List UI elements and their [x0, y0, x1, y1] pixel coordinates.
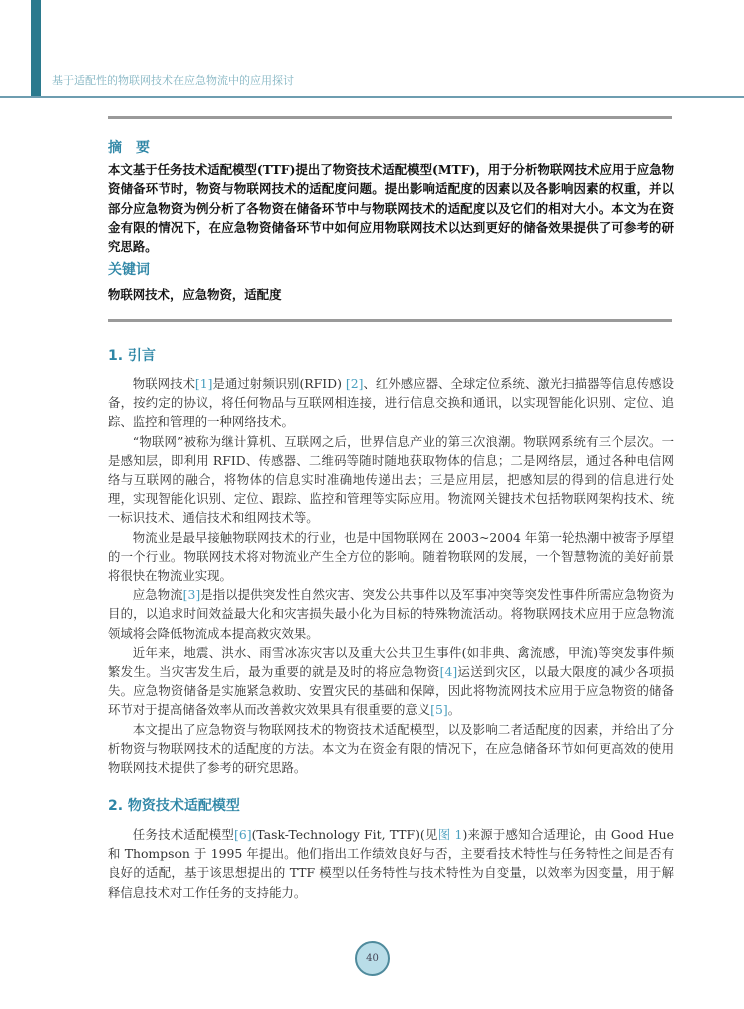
- citation-link[interactable]: [2]: [345, 376, 364, 391]
- paragraph-text: 任务技术适配模型: [132, 827, 235, 842]
- paragraph-text: (Task-Technology Fit, TTF)(见: [251, 827, 438, 842]
- header-accent-bar: [31, 0, 41, 96]
- paragraph-text: )来源于感知合适理论，由 Good Hue 和 Thompson 于 1995 年提出。他们指出工作绩效良好与否，主要看技术特性与任务特性之间是否有良好的适配，基于该思想提出的 TTF 模型以任务特性与技术特性为自变量，以效率为因变量，用于解释信息技术对工作任务的支持能力。: [108, 827, 674, 900]
- paragraph-text: 、红外感应器、全球定位系统、激光扫描器等信息传感设备，按约定的协议，将任何物品与互联网相连接，进行信息交换和通讯，以实现智能化识别、定位、追踪、监控和管理的一种网络技术。: [108, 376, 675, 430]
- paragraph: [108, 528, 674, 586]
- paragraph-text: 本文提出了应急物资与物联网技术的物资技术适配模型，以及影响二者适配度的因素，并给出了分析物资与物联网技术的适配度的方法。本文为在资金有限的情况下，在应急储备环节如何更高效的使用物联网技术提供了参考的研究思路。: [108, 721, 674, 776]
- citation-link[interactable]: 图 1: [437, 827, 463, 842]
- paragraph: [108, 432, 674, 528]
- paragraph-text: 物联网技术: [132, 376, 195, 391]
- paragraph-text: 近年来，地震、洪水、雨雪冰冻灾害以及重大公共卫生事件(如非典、禽流感，甲流)等突发事件频繁发生。当灾害发生后，最为重要的就是及时的将应急物资: [108, 644, 674, 680]
- paragraph-text: 是指以提供突发性自然灾害、突发公共事件以及军事冲突等突发性事件所需应急物资为目的，以追求时间效益最大化和灾害损失最小化为目标的特殊物流活动。将物联网技术应用于应急物流领域将会降低物流成本提高救灾效果。: [108, 587, 675, 641]
- keywords-text: 物联网技术，应急物资，适配度: [108, 287, 282, 302]
- keywords-heading: 关键词: [108, 262, 150, 278]
- section-2-body: [108, 825, 674, 902]
- section-1-body: [108, 374, 674, 777]
- abstract-text: 本文基于任务技术适配模型(TTF)提出了物资技术适配模型(MTF)，用于分析物联网技术应用于应急物资储备环节时，物资与物联网技术的适配度问题。提出影响适配度的因素以及各影响因素的权重，并以部分应急物资为例分析了各物资在储备环节中与物联网技术的适配度以及它们的相对大小。本文为在资金有限的情况下，在应急物资储备环节中如何应用物联网技术以达到更好的储备效果提供了可参考的研究思路。: [108, 162, 674, 255]
- running-title: 基于适配性的物联网技术在应急物流中的应用探讨: [52, 74, 294, 87]
- paragraph-text: “物联网”被称为继计算机、互联网之后，世界信息产业的第三次浪潮。物联网系统有三个层次。一是感知层，即利用 RFID、传感器、二维码等随时随地获取物体的信息；二是网络层，通过各种电信网络与互联网的融合，将物体的信息实时准确地传递出去；三是应用层，把感知层的得到的信息进行处理，实现智能化识别、定位、跟踪、监控和管理等实际应用。物流网关键技术包括物联网架构技术、统一标识技术、通信技术和组网技术等。: [108, 433, 674, 526]
- paragraph: [108, 643, 674, 720]
- citation-link[interactable]: [1]: [194, 376, 213, 391]
- paragraph-text: 是通过射频识别(RFID): [212, 376, 346, 391]
- citation-link[interactable]: [5]: [430, 702, 448, 718]
- section-2-heading: 2. 物资技术适配模型: [108, 798, 240, 814]
- paragraph: [108, 585, 674, 643]
- paragraph-text: 。: [447, 702, 461, 718]
- citation-link[interactable]: [6]: [234, 827, 252, 842]
- paragraph-text: 应急物流: [132, 587, 183, 603]
- citation-link[interactable]: [4]: [439, 664, 458, 680]
- paragraph: [108, 374, 674, 432]
- abstract-bottom-rule: [108, 319, 672, 322]
- section-1-heading: 1. 引言: [108, 348, 156, 364]
- abstract-heading: 摘 要: [108, 140, 150, 156]
- paragraph: [108, 825, 674, 902]
- paragraph-text: 物流业是最早接触物联网技术的行业，也是中国物联网在 2003~2004 年第一轮热潮中被寄予厚望的一个行业。物联网技术将对物流业产生全方位的影响。随着物联网的发展，一个智慧物流的美好前景将很快在物流业实现。: [108, 529, 674, 584]
- abstract-top-rule: [108, 116, 672, 119]
- paragraph: [108, 720, 674, 778]
- paragraph-text: 运送到灾区，以最大限度的减少各项损失。应急物资储备是实施紧急救助、安置灾民的基础和保障，因此将物流网技术应用于应急物资的储备环节对于提高储备效率从而改善救灾效果具有很重要的意义: [108, 664, 675, 718]
- page-number: 40: [355, 941, 390, 976]
- citation-link[interactable]: [3]: [182, 587, 201, 603]
- header-divider: [0, 96, 744, 98]
